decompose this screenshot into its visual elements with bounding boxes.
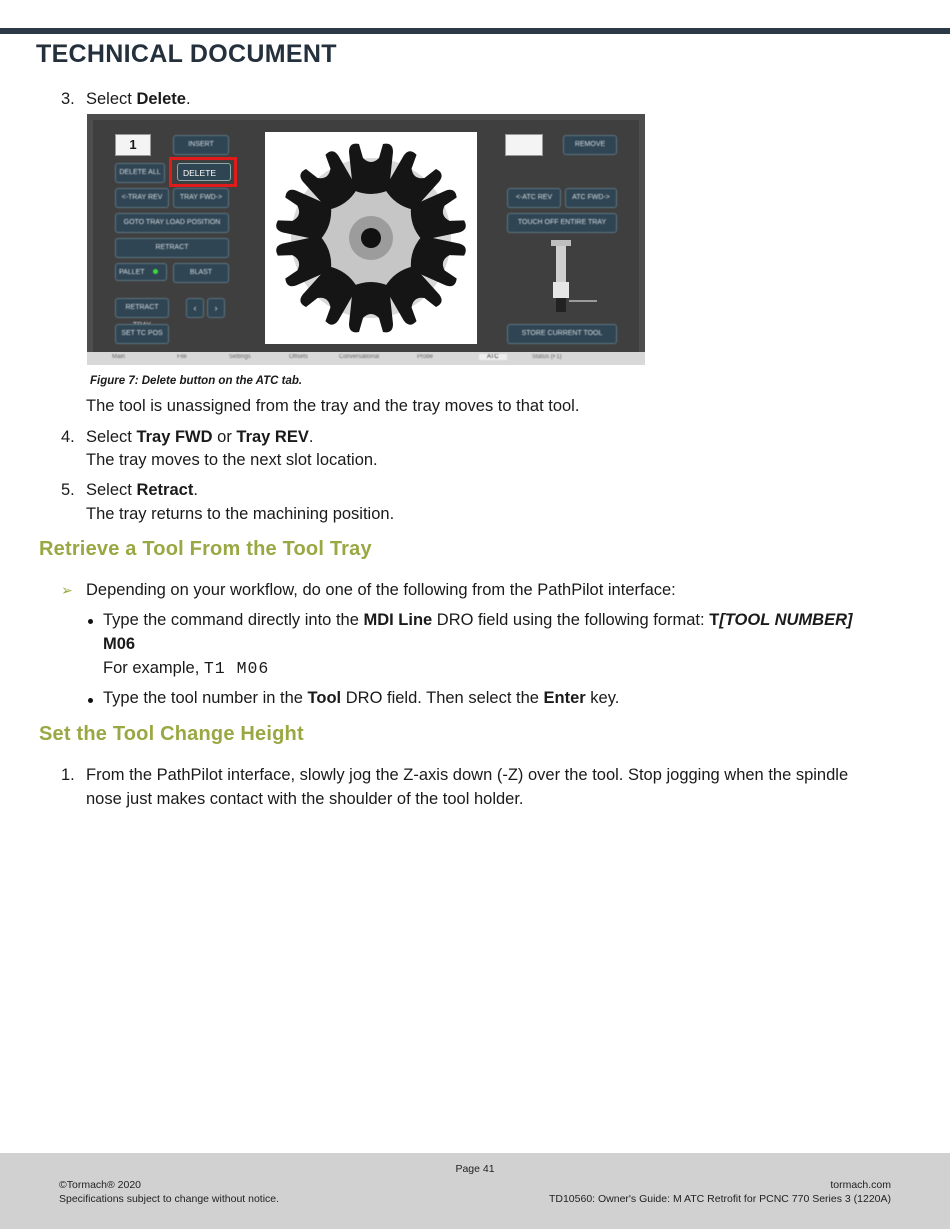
bullet-icon (88, 698, 93, 703)
tab-status: Status (F1) (532, 354, 562, 360)
arrow-bullet-icon: ➢ (61, 582, 73, 598)
retract-button: RETRACT (115, 238, 229, 258)
tab-probe: Probe (417, 354, 434, 360)
tab-atc: ATC (479, 354, 507, 360)
step-number: 5. (61, 481, 75, 499)
delete-all-button: DELETE ALL (115, 163, 165, 183)
arrow-left-icon: ‹ (186, 298, 204, 318)
bullet-1-text: Type the command directly into the MDI Line DRO field using the following format: T[TOOL NUMBER] (103, 611, 853, 629)
atc-panel (93, 120, 639, 352)
atc-rev-button: <-ATC REV (507, 188, 561, 208)
tool-number-field (505, 134, 543, 156)
step-number: 1. (61, 766, 75, 784)
retract-tray-button: RETRACT (115, 298, 169, 318)
step-5-text: Select Retract. (86, 481, 198, 499)
bullet-2-text: Type the tool number in the Tool DRO field. Then select the Enter key. (103, 689, 620, 707)
step-5-result: The tray returns to the machining position. (86, 505, 395, 523)
tray-rev-button: <-TRAY REV (115, 188, 169, 208)
tool-tray-icon (265, 132, 477, 344)
step-4-text: Select Tray FWD or Tray REV. (86, 428, 314, 446)
disclaimer: Specifications subject to change without notice. (59, 1193, 280, 1205)
section-heading-tool-change-height: Set the Tool Change Height (39, 723, 304, 745)
step-4-result: The tray moves to the next slot location. (86, 451, 378, 469)
page-footer (0, 1153, 950, 1229)
set-tc-pos-button: SET TC POS (115, 324, 169, 344)
insert-button: INSERT (173, 135, 229, 155)
figure-caption: Figure 7: Delete button on the ATC tab. (90, 375, 303, 387)
document-title: TECHNICAL DOCUMENT (36, 40, 337, 68)
bullet-icon (88, 619, 93, 624)
tab-file: File (177, 354, 187, 360)
tab-bar (87, 352, 645, 365)
step-3-result: The tool is unassigned from the tray and the tray moves to that tool. (86, 397, 580, 415)
copyright: ©Tormach® 2020 (59, 1179, 142, 1191)
bullet-1-code-suffix: M06 (103, 635, 136, 653)
website: tormach.com (830, 1179, 891, 1191)
status-led-icon (153, 269, 158, 274)
step-3-text: Select Delete. (86, 90, 191, 108)
tab-conversational: Conversational (339, 354, 380, 360)
header-rule (0, 28, 950, 34)
tab-main: Main (112, 354, 126, 360)
step-number: 3. (61, 90, 75, 108)
tab-offsets: Offsets (289, 354, 308, 360)
blast-button: BLAST (173, 263, 229, 283)
height-step-1-line-2: nose just makes contact with the shoulder of the tool holder. (86, 790, 524, 808)
spindle-icon (545, 240, 575, 320)
arrow-right-icon: › (207, 298, 225, 318)
bullet-1-example: For example, T1 M06 (103, 659, 270, 678)
pallet-button: PALLET (115, 263, 167, 281)
document-id: TD10560: Owner's Guide: M ATC Retrofit for PCNC 770 Series 3 (1220A) (548, 1193, 891, 1205)
section-heading-retrieve: Retrieve a Tool From the Tool Tray (39, 538, 372, 560)
atc-fwd-button: ATC FWD-> (565, 188, 617, 208)
remove-button: REMOVE (563, 135, 617, 155)
touch-off-button: TOUCH OFF ENTIRE TRAY (507, 213, 617, 233)
retrieve-intro: Depending on your workflow, do one of the following from the PathPilot interface: (86, 581, 676, 599)
delete-button: DELETE (177, 163, 231, 181)
tray-fwd-button: TRAY FWD-> (173, 188, 229, 208)
height-step-1-line-1: From the PathPilot interface, slowly jog the Z-axis down (-Z) over the tool. Stop jogging when the spindle (86, 766, 849, 784)
tool-tray-graphic (265, 132, 477, 344)
slot-number-field: 1 (115, 134, 151, 156)
atc-tab-screenshot (87, 114, 645, 365)
page-number: Page 41 (455, 1163, 495, 1175)
store-tool-button: STORE CURRENT TOOL (507, 324, 617, 344)
goto-tray-load-button: GOTO TRAY LOAD POSITION (115, 213, 229, 233)
tab-settings: Settings (229, 354, 251, 360)
step-number: 4. (61, 428, 75, 446)
